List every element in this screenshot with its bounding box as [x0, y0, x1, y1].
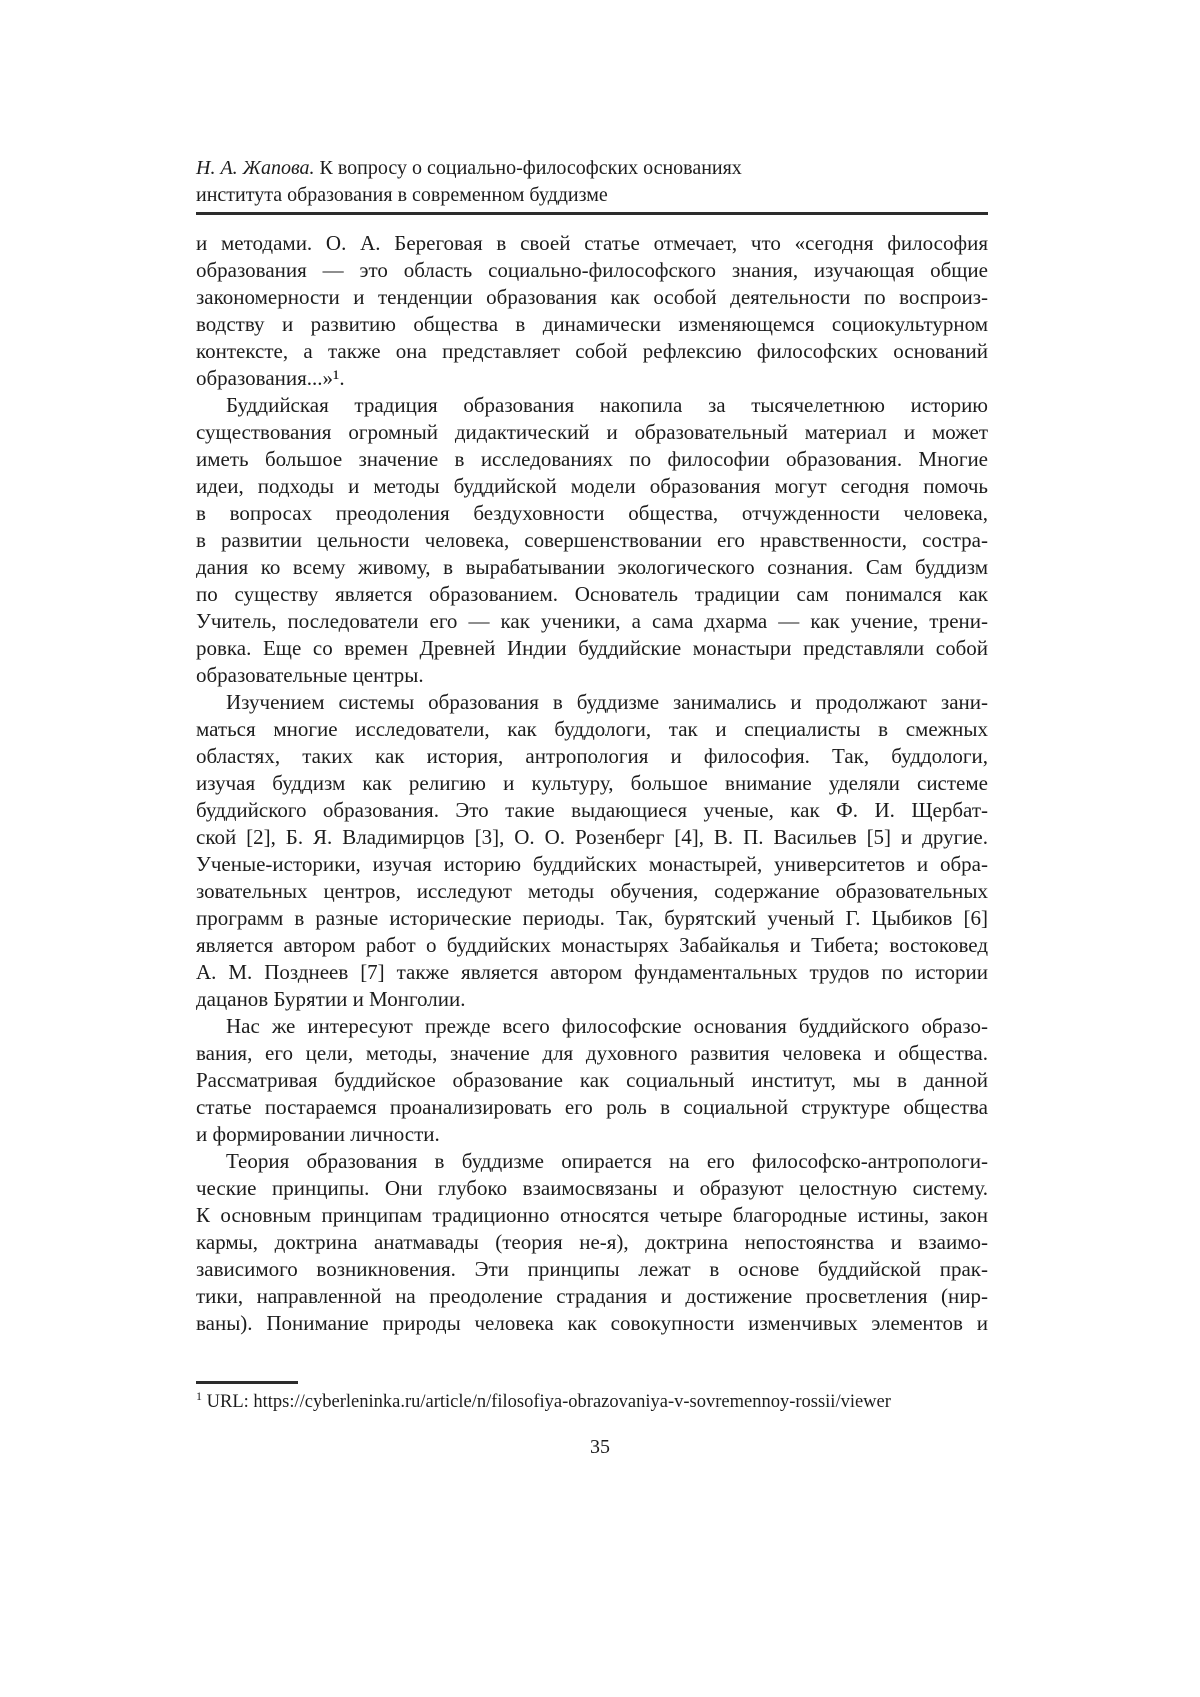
text-line: программ в разные исторические периоды. Так, бурятский ученый Г. Цыбиков [6] — [196, 906, 988, 930]
text-line: контексте, а также она представляет собой рефлексию философских оснований — [196, 339, 988, 363]
text-line: областях, таких как история, антропология и философия. Так, буддологи, — [196, 744, 988, 768]
text-line: дацанов Бурятии и Монголии. — [196, 987, 466, 1011]
running-head-title-part: К вопросу о социально-философских основаниях — [319, 157, 742, 179]
header-rule — [196, 212, 988, 215]
text-line: в вопросах преодоления бездуховности общества, отчужденности человека, — [196, 501, 988, 525]
text-line: по существу является образованием. Основатель традиции сам понимался как — [196, 582, 988, 606]
text-line: статье постараемся проанализировать его роль в социальной структуре общества — [196, 1095, 988, 1119]
text-line: кармы, доктрина анатмавады (теория не-я), доктрина непостоянства и взаимо- — [196, 1230, 988, 1254]
footnote-marker: 1 — [196, 1388, 202, 1403]
text-line: Изучением системы образования в буддизме занимались и продолжают зани- — [226, 690, 988, 714]
text-line: Ученые-историки, изучая историю буддийских монастырей, университетов и обра- — [196, 852, 988, 876]
text-line: ческие принципы. Они глубоко взаимосвязаны и образуют целостную систему. — [196, 1176, 988, 1200]
running-head — [196, 155, 988, 209]
text-line: идеи, подходы и методы буддийской модели образования могут сегодня помочь — [196, 474, 988, 498]
page-number: 35 — [590, 1436, 610, 1458]
text-line: является автором работ о буддийских монастырях Забайкалья и Тибета; востоковед — [196, 933, 988, 957]
text-line: Учитель, последователи его — как ученики, а сама дхарма — как учение, трени- — [196, 609, 988, 633]
text-line: ровка. Еще со времен Древней Индии буддийские монастыри представляли собой — [196, 636, 988, 660]
text-line: и формировании личности. — [196, 1122, 440, 1146]
text-line: в развитии цельности человека, совершенствовании его нравственности, состра- — [196, 528, 988, 552]
text-line: А. М. Позднеев [7] также является автором фундаментальных трудов по истории — [196, 960, 988, 984]
text-line: тики, направленной на преодоление страдания и достижение просветления (нир- — [196, 1284, 988, 1308]
running-head-author: Н. А. Жапова. — [196, 157, 315, 179]
text-line: Теория образования в буддизме опирается на его философско-антропологи- — [226, 1149, 988, 1173]
text-line: буддийского образования. Это такие выдающиеся ученые, как Ф. И. Щербат- — [196, 798, 988, 822]
footnote-rule — [196, 1381, 298, 1384]
text-line: водству и развитию общества в динамически изменяющемся социокультурном — [196, 312, 988, 336]
text-line: иметь большое значение в исследованиях по философии образования. Многие — [196, 447, 988, 471]
text-line: и методами. О. А. Береговая в своей статье отмечает, что «сегодня философия — [196, 231, 988, 255]
text-line: зависимого возникновения. Эти принципы лежат в основе буддийской прак- — [196, 1257, 988, 1281]
text-line: Рассматривая буддийское образование как социальный институт, мы в данной — [196, 1068, 988, 1092]
text-line: зовательных центров, исследуют методы обучения, содержание образовательных — [196, 879, 988, 903]
text-line: образовательные центры. — [196, 663, 424, 687]
article-body — [196, 230, 988, 1337]
footnote — [196, 1390, 988, 1414]
text-line: дания ко всему живому, в вырабатывании экологического сознания. Сам буддизм — [196, 555, 988, 579]
text-line: закономерности и тенденции образования как особой деятельности по воспроиз- — [196, 285, 988, 309]
text-line: К основным принципам традиционно относятся четыре благородные истины, закон — [196, 1203, 988, 1227]
text-line: ваны). Понимание природы человека как совокупности изменчивых элементов и — [196, 1311, 988, 1335]
text-line: Буддийская традиция образования накопила за тысячелетнюю историю — [226, 393, 988, 417]
text-line: образования...»¹. — [196, 366, 345, 390]
text-line: вания, его цели, методы, значение для духовного развития человека и общества. — [196, 1041, 988, 1065]
text-line: существования огромный дидактический и образовательный материал и может — [196, 420, 988, 444]
running-head-line-1 — [196, 155, 988, 182]
text-line: Нас же интересуют прежде всего философские основания буддийского образо- — [226, 1014, 988, 1038]
text-line: маться многие исследователи, как буддологи, так и специалисты в смежных — [196, 717, 988, 741]
running-head-line-2: института образования в современном буддизме — [196, 184, 608, 206]
footnote-text: URL: https://cyberleninka.ru/article/n/filosofiya-obrazovaniya-v-sovremennoy-rossii/viewer — [206, 1392, 891, 1412]
text-line: изучая буддизм как религию и культуру, большое внимание уделяли системе — [196, 771, 988, 795]
text-line: ской [2], Б. Я. Владимирцов [3], О. О. Розенберг [4], В. П. Васильев [5] и другие. — [196, 825, 988, 849]
text-line: образования — это область социально-философского знания, изучающая общие — [196, 258, 988, 282]
